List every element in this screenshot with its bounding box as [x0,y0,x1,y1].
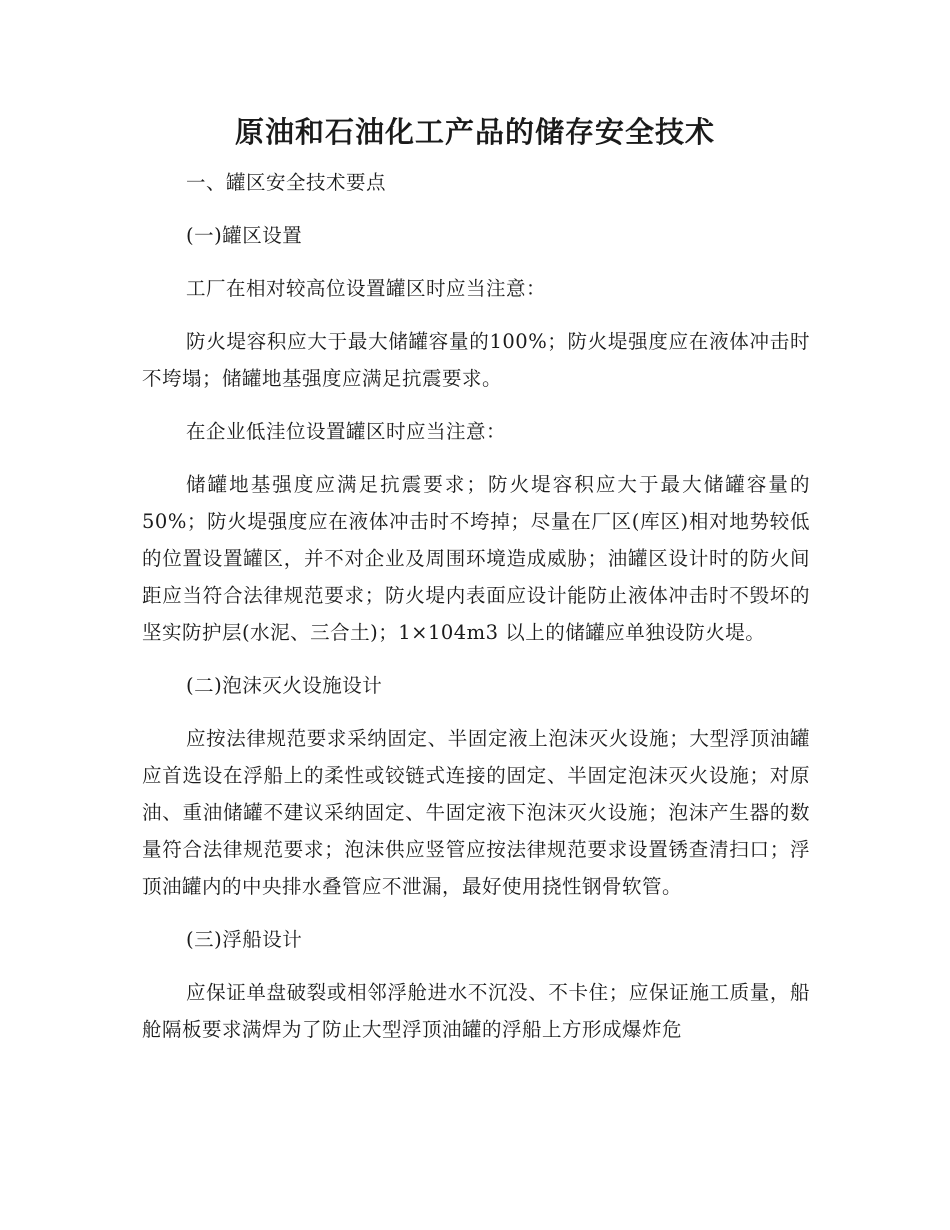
paragraph: 储罐地基强度应满足抗震要求；防火堤容积应大于最大储罐容量的50%；防火堤强度应在液体冲击时不垮掉；尽量在厂区(库区)相对地势较低的位置设置罐区，并不对企业及周围环境造成威胁；油罐区设计时的防火间距应当符合法律规范要求；防火堤内表面应设计能防止液体冲击时不毁坏的坚实防护层(水泥、三合土)；1×104m3 以上的储罐应单独设防火堤。 [142,473,810,644]
subsection-heading: (一)罐区设置 [186,224,303,247]
paragraph: 防火堤容积应大于最大储罐容量的100%；防火堤强度应在液体冲击时不垮塌；储罐地基强度应满足抗震要求。 [142,330,810,390]
document-body [142,164,810,1048]
subsection-heading: (三)浮船设计 [186,928,303,951]
document-title: 原油和石油化工产品的储存安全技术 [234,115,715,149]
paragraph: 应保证单盘破裂或相邻浮舱进水不沉没、不卡住；应保证施工质量，船舱隔板要求满焊为了防止大型浮顶油罐的浮船上方形成爆炸危 [142,981,810,1041]
paragraph: 在企业低洼位设置罐区时应当注意： [186,420,507,443]
paragraph: 应按法律规范要求采纳固定、半固定液上泡沫灭火设施；大型浮顶油罐应首选设在浮船上的柔性或铰链式连接的固定、半固定泡沫灭火设施；对原油、重油储罐不建议采纳固定、牛固定液下泡沫灭火设施；泡沫产生器的数量符合法律规范要求；泡沫供应竖管应按法律规范要求设置锈查清扫口；浮顶油罐内的中央排水叠管应不泄漏，最好使用挠性钢骨软管。 [142,727,810,898]
section-heading: 一、罐区安全技术要点 [186,171,387,194]
paragraph: 工厂在相对较高位设置罐区时应当注意： [186,277,547,300]
subsection-heading: (二)泡沫灭火设施设计 [186,674,383,697]
